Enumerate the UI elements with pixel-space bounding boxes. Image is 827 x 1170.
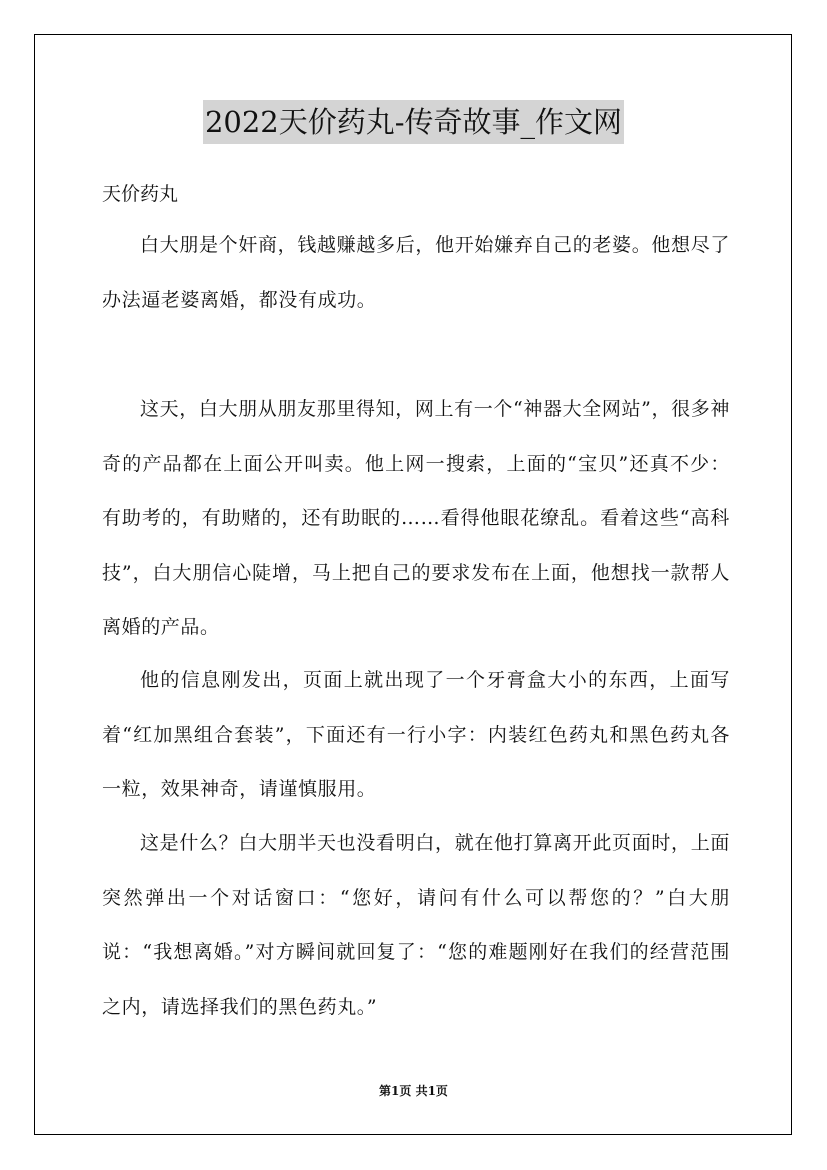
paragraph-1: 白大朋是个奸商，钱越赚越多后，他开始嫌弃自己的老婆。他想尽了办法逼老婆离婚，都没有成功。 — [102, 234, 730, 311]
paragraph-2: 这天，白大朋从朋友那里得知，网上有一个“神器大全网站”，很多神奇的产品都在上面公开叫卖。他上网一搜索，上面的“宝贝”还真不少：有助考的，有助赌的，还有助眠的……看得他眼花缭乱。看着这些“高科技”，白大朋信心陡增，马上把自己的要求发布在上面，他想找一款帮人离婚的产品。 — [102, 398, 730, 638]
paragraph-3: 他的信息刚发出，页面上就出现了一个牙膏盒大小的东西，上面写着“红加黑组合套装”，下面还有一行小字：内装红色药丸和黑色药丸各一粒，效果神奇，请谨慎服用。 — [102, 669, 730, 800]
story-subtitle: 天价药丸 — [102, 183, 179, 205]
paragraph-4: 这是什么？白大朋半天也没看明白，就在他打算离开此页面时，上面突然弹出一个对话窗口：“您好，请问有什么可以帮您的？”白大朋说：“我想离婚。”对方瞬间就回复了：“您的难题刚好在我们的经营范围之内，请选择我们的黑色药丸。” — [102, 832, 730, 1018]
title-container — [0, 100, 827, 144]
document-title: 2022天价药丸-传奇故事_作文网 — [203, 100, 624, 144]
page-number-footer: 第1页 共1页 — [379, 1084, 448, 1098]
